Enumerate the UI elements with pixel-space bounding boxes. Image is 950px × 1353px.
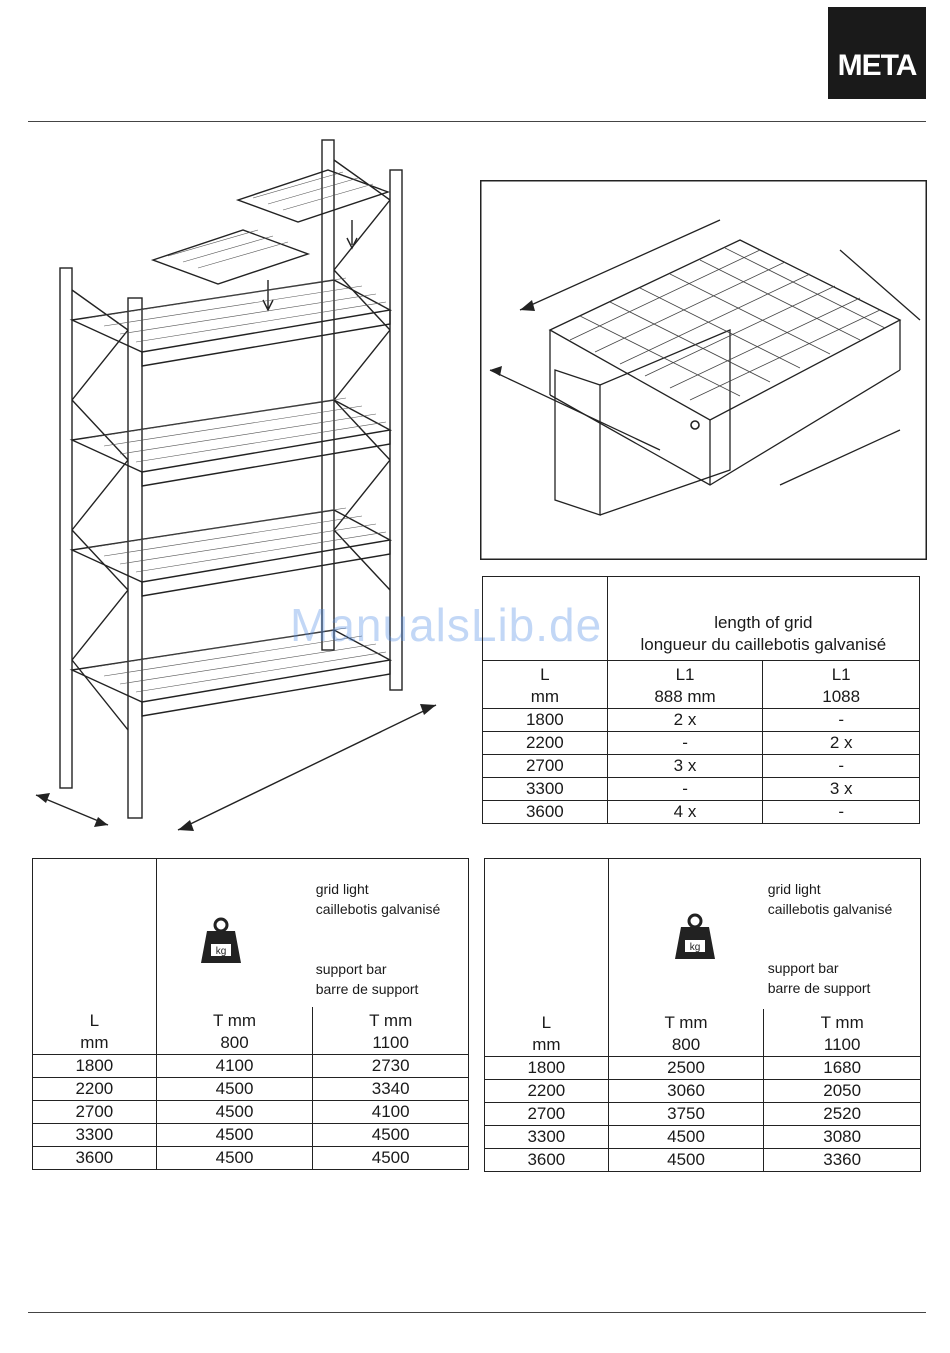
grid-detail-illustration — [480, 180, 927, 560]
table-cell: 4500 — [608, 1149, 764, 1172]
table-corner — [483, 577, 608, 661]
table-row — [485, 1149, 921, 1172]
col-header-800 — [608, 1009, 764, 1057]
table-cell: 4 x — [607, 801, 763, 824]
table-cell: 2520 — [764, 1103, 921, 1126]
table-row — [485, 1080, 921, 1103]
table-cell: 4100 — [313, 1101, 469, 1124]
weight-icon — [673, 913, 717, 967]
table-row — [483, 755, 920, 778]
shelving-rack-illustration — [28, 130, 448, 850]
col-2-sub: 1088 — [822, 687, 861, 706]
col-l-unit: mm — [532, 1035, 561, 1054]
table-row — [33, 1078, 469, 1101]
table-cell: 1680 — [764, 1057, 921, 1080]
grid-length-title — [607, 577, 919, 661]
weight-icon — [199, 917, 243, 971]
table-cell: 3300 — [33, 1124, 157, 1147]
table-cell: 2730 — [313, 1055, 469, 1078]
col-l-label: L — [541, 1013, 552, 1032]
table-cell: 2050 — [764, 1080, 921, 1103]
table-cell: 4500 — [156, 1101, 313, 1124]
load-header — [156, 859, 468, 1007]
table-cell: 4500 — [313, 1147, 469, 1170]
col-l-unit: mm — [80, 1033, 109, 1052]
table-cell: 3750 — [608, 1103, 764, 1126]
table-corner — [485, 859, 609, 1009]
table-cell: 3340 — [313, 1078, 469, 1101]
col-header-1100 — [313, 1007, 469, 1055]
table-cell: 4500 — [156, 1147, 313, 1170]
table-cell: - — [607, 778, 763, 801]
title-en: length of grid — [714, 613, 813, 632]
table-cell: 4500 — [156, 1078, 313, 1101]
col-1-label: T mm — [212, 1011, 257, 1030]
table-cell: 2500 — [608, 1057, 764, 1080]
table-cell: 3060 — [608, 1080, 764, 1103]
load-table-right — [484, 858, 921, 1172]
table-cell: 2 x — [763, 732, 920, 755]
col-1-label: T mm — [664, 1013, 708, 1032]
col-1-sub: 800 — [220, 1033, 249, 1052]
table-cell: 4500 — [313, 1124, 469, 1147]
svg-text:kg: kg — [689, 942, 700, 953]
table-cell: - — [607, 732, 763, 755]
table-cell: 2700 — [485, 1103, 609, 1126]
bar-fr: barre de support — [767, 980, 871, 996]
table-row — [485, 1126, 921, 1149]
table-cell: 3360 — [764, 1149, 921, 1172]
col-2-sub: 1100 — [823, 1035, 861, 1054]
grid-en: grid light — [315, 881, 369, 897]
table-cell: 4100 — [156, 1055, 313, 1078]
table-cell: 1800 — [33, 1055, 157, 1078]
table-row — [483, 732, 920, 755]
header-rule — [28, 121, 926, 122]
table-cell: 2700 — [483, 755, 608, 778]
table-cell: 1800 — [485, 1057, 609, 1080]
col-2-label: T mm — [820, 1013, 864, 1032]
table-row — [33, 1055, 469, 1078]
table-cell: 3600 — [33, 1147, 157, 1170]
grid-fr: caillebotis galvanisé — [767, 901, 893, 917]
col-header-l — [483, 661, 608, 709]
svg-text:kg: kg — [215, 946, 226, 957]
col-1-sub: 888 mm — [654, 687, 716, 706]
table-cell: 2200 — [483, 732, 608, 755]
table-cell: 3080 — [764, 1126, 921, 1149]
bar-en: support bar — [767, 960, 839, 976]
table-row — [485, 1103, 921, 1126]
meta-logo — [828, 7, 926, 99]
col-l-label: L — [540, 665, 550, 684]
table-row — [33, 1124, 469, 1147]
col-2-sub: 1100 — [372, 1033, 409, 1052]
col-header-l — [33, 1007, 157, 1055]
table-cell: - — [763, 755, 920, 778]
col-2-label: T mm — [369, 1011, 413, 1030]
table-cell: - — [763, 709, 920, 732]
table-cell: 2200 — [485, 1080, 609, 1103]
table-cell: 3 x — [763, 778, 920, 801]
grid-en: grid light — [767, 881, 821, 897]
title-fr: longueur du caillebotis galvanisé — [640, 635, 887, 654]
table-cell: 1800 — [483, 709, 608, 732]
grid-fr: caillebotis galvanisé — [315, 901, 441, 917]
col-header-1088 — [763, 661, 920, 709]
col-l-label: L — [89, 1011, 100, 1030]
table-cell: 3 x — [607, 755, 763, 778]
load-header — [608, 859, 920, 1009]
table-row — [33, 1147, 469, 1170]
table-cell: 4500 — [156, 1124, 313, 1147]
grid-length-table — [482, 576, 920, 824]
table-row — [483, 709, 920, 732]
col-1-sub: 800 — [671, 1035, 701, 1054]
table-row — [33, 1101, 469, 1124]
table-cell: 3600 — [485, 1149, 609, 1172]
table-cell: 2700 — [33, 1101, 157, 1124]
table-cell: 2200 — [33, 1078, 157, 1101]
table-row — [485, 1057, 921, 1080]
load-table-left — [32, 858, 469, 1170]
table-row — [483, 801, 920, 824]
table-cell: - — [763, 801, 920, 824]
logo-text: META — [837, 49, 917, 82]
table-corner — [33, 859, 157, 1007]
bar-en: support bar — [315, 961, 387, 977]
table-cell: 2 x — [607, 709, 763, 732]
watermark: ManualsLib.de — [290, 599, 603, 651]
col-2-label: L1 — [831, 665, 851, 684]
table-cell: 3300 — [485, 1126, 609, 1149]
col-header-800 — [156, 1007, 313, 1055]
table-row — [483, 778, 920, 801]
col-1-label: L1 — [675, 665, 695, 684]
col-header-888 — [607, 661, 763, 709]
col-header-1100 — [764, 1009, 921, 1057]
col-l-unit: mm — [530, 687, 560, 706]
table-cell: 3600 — [483, 801, 608, 824]
footer-rule — [28, 1312, 926, 1313]
table-cell: 3300 — [483, 778, 608, 801]
col-header-l — [485, 1009, 609, 1057]
table-cell: 4500 — [608, 1126, 764, 1149]
bar-fr: barre de support — [315, 981, 419, 997]
